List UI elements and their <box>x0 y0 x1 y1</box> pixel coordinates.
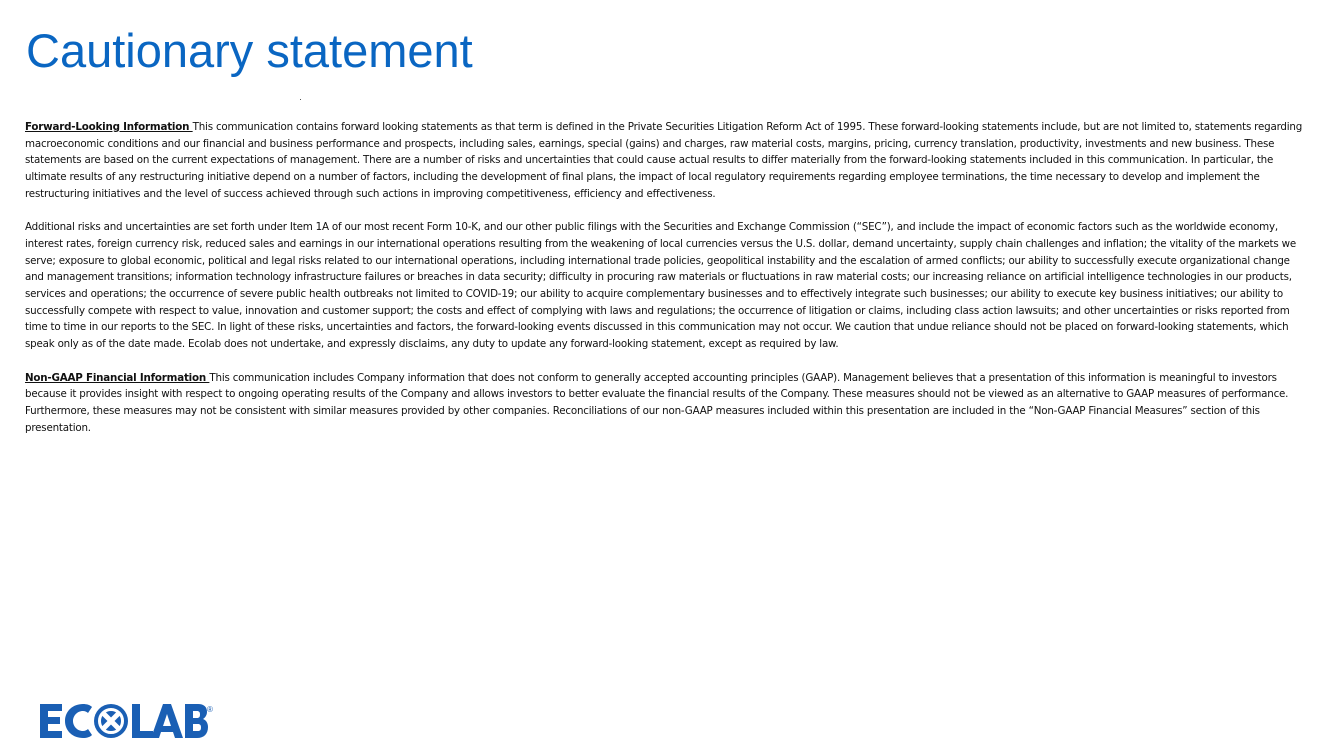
ecolab-logo <box>40 704 212 738</box>
non-gaap-heading: Non-GAAP Financial Information <box>25 371 210 384</box>
cautionary-statement-body <box>25 119 1307 453</box>
additional-risks-paragraph <box>25 219 1307 353</box>
forward-looking-heading: Forward-Looking Information <box>25 121 193 133</box>
ecolab-logo-mark <box>40 704 212 738</box>
decorative-dot <box>300 99 301 100</box>
non-gaap-paragraph <box>25 370 1307 437</box>
non-gaap-text: This communication includes Company information that does not conform to generally accepted accounting principles (GAAP). Management believes that a presentation of this information is meaningful to investors because it provides insight with respect to ongoing operating results of the Company and allows investors to better evaluate the financial results of the Company. These measures should not be viewed as an alternative to GAAP measures of performance. Furthermore, these measures may not be consistent with similar measures provided by other companies. Reconciliations of our non-GAAP measures included within this presentation are included in the “Non-GAAP Financial Measures” section of this presentation. <box>25 371 1289 434</box>
page-title: Cautionary statement <box>26 24 473 77</box>
forward-looking-paragraph <box>25 119 1307 203</box>
trademark-symbol: ® <box>207 705 213 714</box>
forward-looking-text: This communication contains forward looking statements as that term is defined in the Private Securities Litigation Reform Act of 1995. These forward-looking statements include, but are not limited to, statements regarding macroeconomic conditions and our financial and business performance and prospects, including sales, earnings, special (gains) and charges, raw material costs, margins, pricing, currency translation, productivity, investments and new business. These statements are based on the current expectations of management. There are a number of risks and uncertainties that could cause actual results to differ materially from the forward-looking statements included in this communication. In particular, the ultimate results of any restructuring initiative depend on a number of factors, including the development of final plans, the impact of local regulatory requirements regarding employee terminations, the time necessary to develop and implement the restructuring initiatives and the level of success achieved through such actions in improving competitiveness, efficiency and effectiveness. <box>25 121 1303 200</box>
additional-risks-text: Additional risks and uncertainties are set forth under Item 1A of our most recent Form 10-K, and our other public filings with the Securities and Exchange Commission (“SEC”), and include the impact of economic factors such as the worldwide economy, interest rates, foreign currency risk, reduced sales and earnings in our international operations resulting from the weakening of local currencies versus the U.S. dollar, demand uncertainty, supply chain challenges and inflation; the vitality of the markets we serve; exposure to global economic, political and legal risks related to our international operations, including international trade policies, geopolitical instability and the escalation of armed conflicts; our ability to successfully execute organizational change and management transitions; information technology infrastructure failures or breaches in data security; difficulty in procuring raw materials or fluctuations in raw material costs; our increasing reliance on artificial intelligence technologies in our products, services and operations; the occurrence of severe public health outbreaks not limited to COVID-19; our ability to acquire complementary businesses and to effectively integrate such businesses; our ability to execute key business initiatives; our ability to successfully compete with respect to value, innovation and customer support; the costs and effect of complying with laws and regulations; the occurrence of litigation or claims, including class action lawsuits; and other uncertainties or risks reported from time to time in our reports to the SEC. In light of these risks, uncertainties and factors, the forward-looking events discussed in this communication may not occur. We caution that undue reliance should not be placed on forward-looking statements, which speak only as of the date made. Ecolab does not undertake, and expressly disclaims, any duty to update any forward-looking statement, except as required by law. <box>25 221 1296 351</box>
